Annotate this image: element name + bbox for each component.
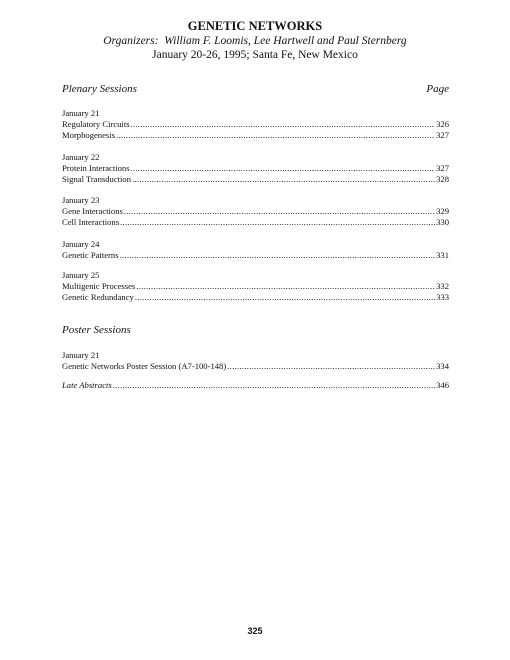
leader-dots: [227, 361, 435, 372]
session-group-jan-22: [62, 152, 449, 185]
session-date: January 22: [62, 152, 100, 162]
organizers-line: [0, 34, 510, 48]
entry-title: Morphogenesis: [62, 130, 115, 140]
toc-entry-poster-session[interactable]: [62, 361, 449, 372]
page-header: [0, 19, 510, 62]
session-group-jan-23: [62, 195, 449, 228]
poster-sessions-title: Poster Sessions: [62, 324, 131, 336]
session-date: January 21: [62, 350, 100, 360]
entry-title: Late Abstracts: [62, 380, 112, 390]
leader-dots: [120, 217, 435, 228]
session-group-jan-25: [62, 270, 449, 303]
toc-entry-late-abstracts[interactable]: [62, 380, 449, 391]
toc-entry-morphogenesis[interactable]: [62, 130, 449, 141]
leader-dots: [132, 174, 435, 185]
late-abstracts-group: [62, 380, 449, 391]
toc-entry-signal-transduction[interactable]: [62, 174, 449, 185]
entry-title: Multigenic Processes: [62, 281, 136, 291]
leader-dots: [136, 281, 435, 292]
entry-page: 333: [436, 292, 449, 302]
leader-dots: [120, 250, 436, 261]
meeting-dates: January 20-26, 1995; Santa Fe, New Mexico: [152, 49, 358, 61]
entry-title: Regulatory Circuits: [62, 119, 130, 129]
leader-dots: [124, 206, 435, 217]
session-date: January 23: [62, 195, 100, 205]
entry-title: Gene Interactions: [62, 206, 123, 216]
toc-entry-multigenic-processes[interactable]: [62, 281, 449, 292]
poster-session-group: [62, 350, 449, 372]
leader-dots: [113, 380, 435, 391]
plenary-sessions-title: Plenary Sessions: [62, 83, 137, 95]
organizers-names: William F. Loomis, Lee Hartwell and Paul Sternberg: [164, 35, 407, 47]
leader-dots: [135, 292, 435, 303]
session-date: January 24: [62, 239, 100, 249]
entry-page: 331: [436, 250, 449, 260]
entry-page: 327: [436, 130, 449, 140]
leader-dots: [131, 119, 436, 130]
entry-page: 326: [436, 119, 449, 129]
entry-page: 329: [436, 206, 449, 216]
toc-entry-gene-interactions[interactable]: [62, 206, 449, 217]
entry-page: 330: [436, 217, 449, 227]
entry-title: Cell Interactions: [62, 217, 120, 227]
entry-title: Genetic Patterns: [62, 250, 119, 260]
session-date: January 25: [62, 270, 100, 280]
session-date: January 21: [62, 108, 100, 118]
entry-title: Genetic Networks Poster Session (A7-100-148): [62, 361, 227, 371]
page-column-label: Page: [426, 83, 449, 95]
document-title: GENETIC NETWORKS: [187, 19, 323, 33]
session-group-jan-24: [62, 239, 449, 261]
entry-title: Genetic Redundancy: [62, 292, 134, 302]
session-group-jan-21: [62, 108, 449, 141]
entry-page: 332: [436, 281, 449, 291]
page-number: 325: [247, 626, 263, 636]
entry-page: 334: [436, 361, 449, 371]
toc-entry-genetic-redundancy[interactable]: [62, 292, 449, 303]
entry-title: Signal Transduction: [62, 174, 131, 184]
plenary-sessions-heading: [62, 82, 449, 96]
organizers-label: Organizers:: [103, 35, 159, 47]
leader-dots: [131, 163, 436, 174]
toc-entry-cell-interactions[interactable]: [62, 217, 449, 228]
toc-entry-protein-interactions[interactable]: [62, 163, 449, 174]
entry-page: 346: [436, 380, 449, 390]
entry-page: 327: [436, 163, 449, 173]
leader-dots: [116, 130, 435, 141]
entry-page: 328: [436, 174, 449, 184]
toc-entry-regulatory-circuits[interactable]: [62, 119, 449, 130]
entry-title: Protein Interactions: [62, 163, 130, 173]
poster-sessions-heading: [62, 323, 449, 337]
toc-entry-genetic-patterns[interactable]: [62, 250, 449, 261]
